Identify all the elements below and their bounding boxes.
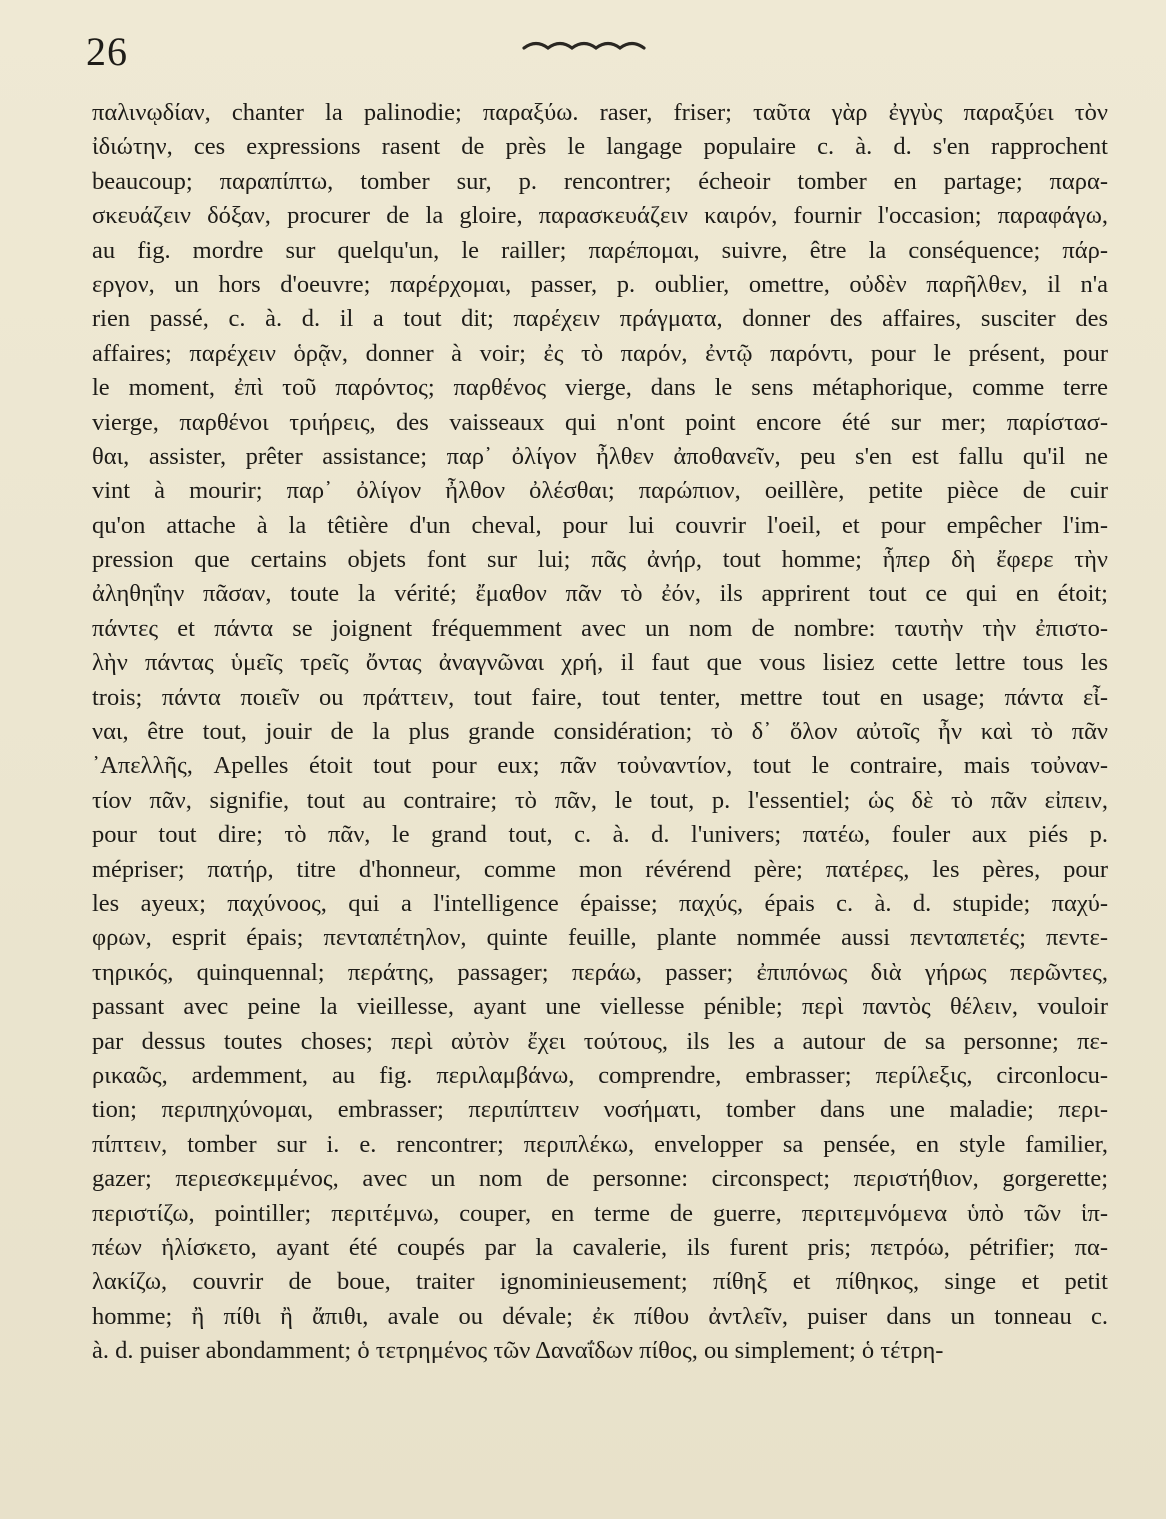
text-line: πέων ἡλίσκετο, ayant été coupés par la cavalerie, ils furent pris; πετρόω, pétrifier; πα- <box>92 1233 1108 1261</box>
text-line: θαι, assister, prêter assistance; παρ᾽ ὀλίγον ἦλθεν ἀποθανεῖν, peu s'en est fallu qu'il ne <box>92 442 1108 470</box>
body-text <box>92 96 1108 1368</box>
text-line: λὴν πάντας ὑμεῖς τρεῖς ὄντας ἀναγνῶναι χρή, il faut que vous lisiez cette lettre tous les <box>92 649 1108 677</box>
text-line: ρικαῶς, ardemment, au fig. περιλαμβάνω, comprendre, embrasser; περίλεξις, circonlocu- <box>92 1061 1108 1089</box>
header-ornament-icon <box>522 40 646 52</box>
text-line: tion; περιπηχύνομαι, embrasser; περιπίπτειν νοσήματι, tomber dans une maladie; περι- <box>92 1096 1108 1124</box>
text-line: trois; πάντα ποιεῖν ou πράττειν, tout faire, tout tenter, mettre tout en usage; πάντα εἶ- <box>92 683 1108 711</box>
text-line: pression que certains objets font sur lui; πᾶς ἀνήρ, tout homme; ἧπερ δὴ ἔφερε τὴν <box>92 546 1108 574</box>
text-line: πίπτειν, tomber sur i. e. rencontrer; περιπλέκω, envelopper sa pensée, en style familier, <box>92 1130 1108 1158</box>
text-line: ἰδιώτην, ces expressions rasent de près le langage populaire c. à. d. s'en rapprochent <box>92 133 1108 161</box>
page-number: 26 <box>86 29 128 74</box>
text-line: λακίζω, couvrir de boue, traiter ignominieusement; πίθηξ et πίθηκος, singe et petit <box>92 1268 1108 1296</box>
text-line: à. d. puiser abondamment; ὁ τετρημένος τῶν Δαναΐδων πίθος, ou simplement; ὁ τέτρη- <box>92 1337 944 1365</box>
text-line: σκευάζειν δόξαν, procurer de la gloire, παρασκευάζειν καιρόν, fournir l'occasion; παραφάγω, <box>92 202 1108 230</box>
text-line: περιστίζω, pointiller; περιτέμνω, couper, en terme de guerre, περιτεμνόμενα ὑπὸ τῶν ἱπ- <box>92 1199 1108 1227</box>
text-line: τίον πᾶν, signifie, tout au contraire; τὸ πᾶν, le tout, p. l'essentiel; ὡς δὲ τὸ πᾶν εἰπειν, <box>92 786 1108 814</box>
text-line: le moment, ἐπὶ τοῦ παρόντος; παρθένος vierge, dans le sens métaphorique, comme terre <box>92 374 1108 402</box>
text-line: pour tout dire; τὸ πᾶν, le grand tout, c. à. d. l'univers; πατέω, fouler aux piés p. <box>92 821 1108 849</box>
text-line: vint à mourir; παρ᾽ ὀλίγον ἦλθον ὀλέσθαι; παρώπιον, oeillère, petite pièce de cuir <box>92 477 1108 505</box>
text-line: φρων, esprit épais; πενταπέτηλον, quinte feuille, plante nommée aussi πενταπετές; πεντε- <box>92 924 1108 952</box>
text-line: mépriser; πατήρ, titre d'honneur, comme mon révérend père; πατέρες, les pères, pour <box>92 855 1108 883</box>
text-line: par dessus toutes choses; περὶ αὐτὸν ἔχει τούτους, ils les a autour de sa personne; πε- <box>92 1027 1108 1055</box>
text-line: vierge, παρθένοι τριήρεις, des vaisseaux qui n'ont point encore été sur mer; παρίστασ- <box>92 408 1108 436</box>
text-line: homme; ἢ πίθι ἢ ἄπιθι, avale ou dévale; ἐκ πίθου ἀντλεῖν, puiser dans un tonneau c. <box>92 1302 1108 1330</box>
text-line: beaucoup; παραπίπτω, tomber sur, p. rencontrer; écheoir tomber en partage; παρα- <box>92 167 1108 195</box>
text-line: rien passé, c. à. d. il a tout dit; παρέχειν πράγματα, donner des affaires, susciter des <box>92 305 1108 333</box>
text-line: affaires; παρέχειν ὁρᾷν, donner à voir; ἐς τὸ παρόν, ἐντῷ παρόντι, pour le présent, pour <box>92 339 1108 367</box>
text-line: les ayeux; παχύνοος, qui a l'intelligence épaisse; παχύς, épais c. à. d. stupide; παχύ- <box>92 889 1108 917</box>
text-line: πάντες et πάντα se joignent fréquemment avec un nom de nombre: ταυτὴν τὴν ἐπιστο- <box>92 614 1108 642</box>
text-line: εργον, un hors d'oeuvre; παρέρχομαι, passer, p. oublier, omettre, οὐδὲν παρῆλθεν, il n'a <box>92 270 1108 298</box>
text-line: ἀληθηΐην πᾶσαν, toute la vérité; ἔμαθον πᾶν τὸ ἐόν, ils apprirent tout ce qui en étoit; <box>92 580 1108 608</box>
text-line: gazer; περιεσκεμμένος, avec un nom de personne: circonspect; περιστήθιον, gorgerette; <box>92 1165 1108 1193</box>
text-line: ναι, être tout, jouir de la plus grande considération; τὸ δ᾽ ὅλον αὐτοῖς ἦν καὶ τὸ πᾶν <box>92 718 1108 746</box>
text-line: qu'on attache à la têtière d'un cheval, pour lui couvrir l'oeil, et pour empêcher l'im- <box>92 511 1108 539</box>
text-line: au fig. mordre sur quelqu'un, le railler; παρέπομαι, suivre, être la conséquence; πάρ- <box>92 236 1108 264</box>
text-line: τηρικός, quinquennal; περάτης, passager; περάω, passer; ἐπιπόνως διὰ γήρως περῶντες, <box>92 958 1108 986</box>
text-line: παλινῳδίαν, chanter la palinodie; παραξύω. raser, friser; ταῦτα γὰρ ἐγγὺς παραξύει τὸν <box>92 99 1108 126</box>
text-line: passant avec peine la vieillesse, ayant une viellesse pénible; περὶ παντὸς θέλειν, vouloir <box>92 993 1108 1021</box>
text-line: ᾽Απελλῆς, Apelles étoit tout pour eux; πᾶν τοὐναντίον, tout le contraire, mais τοὐναν- <box>92 752 1108 780</box>
